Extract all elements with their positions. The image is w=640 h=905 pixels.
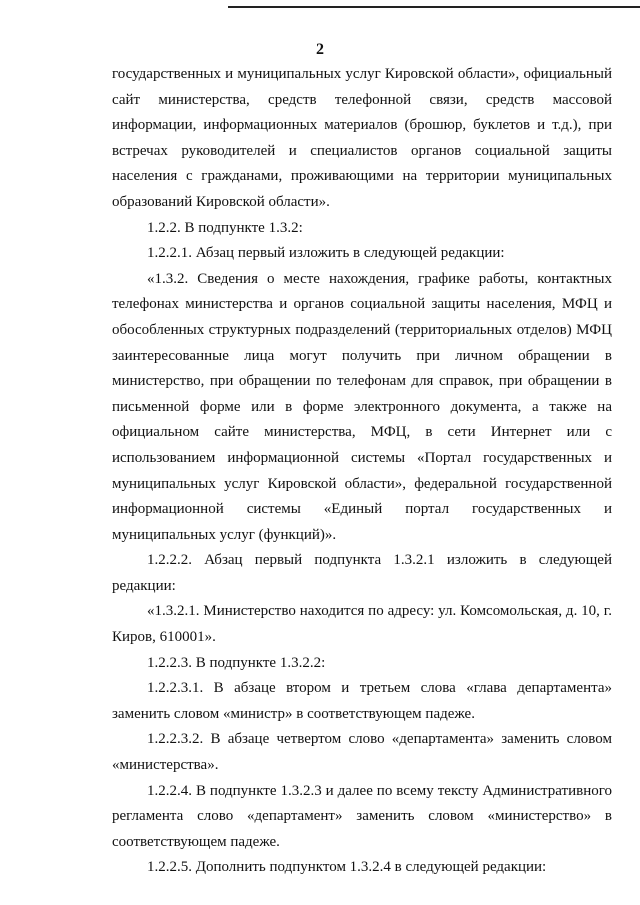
paragraph-continuation: государственных и муниципальных услуг Кировской области», официальный сайт министерства, средств телефонной связи, средств массовой информации, информационных материалов (брошюр, буклетов и т.д.), при встречах руководителей и специалистов органов социальной защиты населения с гражданами, проживающими на территории муниципальных образований Кировской области».: [112, 66, 612, 210]
top-rule: [228, 6, 640, 8]
paragraph-1-2-2-3: 1.2.2.3. В подпункте 1.3.2.2:: [147, 654, 326, 671]
paragraph-1-2-2-3-2: 1.2.2.3.2. В абзаце четвертом слово «департамента» заменить словом «министерства».: [112, 731, 612, 774]
paragraph-1-2-2-3-1: 1.2.2.3.1. В абзаце втором и третьем слова «глава департамента» заменить словом «министр» в соответствующем падеже.: [112, 680, 612, 722]
paragraph-1-2-2-4: 1.2.2.4. В подпункте 1.3.2.3 и далее по всему тексту Административного регламента слово «департамент» заменить словом «министерство» в соответствующем падеже.: [112, 782, 612, 850]
document-body: [112, 62, 612, 881]
paragraph-1-2-2: 1.2.2. В подпункте 1.3.2:: [147, 219, 303, 236]
page-number: 2: [316, 41, 324, 58]
paragraph-1-2-2-1: 1.2.2.1. Абзац первый изложить в следующей редакции:: [147, 245, 505, 262]
paragraph-1-2-2-5: 1.2.2.5. Дополнить подпунктом 1.3.2.4 в следующей редакции:: [147, 859, 547, 876]
paragraph-1-2-2-2: 1.2.2.2. Абзац первый подпункта 1.3.2.1 изложить в следующей редакции:: [112, 552, 612, 594]
paragraph-quote-1-3-2-1: «1.3.2.1. Министерство находится по адресу: ул. Комсомольская, д. 10, г. Киров, 610001».: [112, 603, 612, 646]
paragraph-quote-1-3-2: «1.3.2. Сведения о месте нахождения, графике работы, контактных телефонах министерства и органов социальной защиты населения, МФЦ и обособленных структурных подразделений (территориальных отделов) МФЦ заинтересованные лица могут получить при личном обращении в министерство, при обращении по телефонам для справок, при обращении в письменной форме или в форме электронного документа, а также на официальном сайте министерства, МФЦ, в сети Интернет или с использованием информационной системы «Портал государственных и муниципальных услуг Кировской области», федеральной государственной информационной системы «Единый портал государственных и муниципальных услуг (функций)».: [112, 270, 612, 543]
